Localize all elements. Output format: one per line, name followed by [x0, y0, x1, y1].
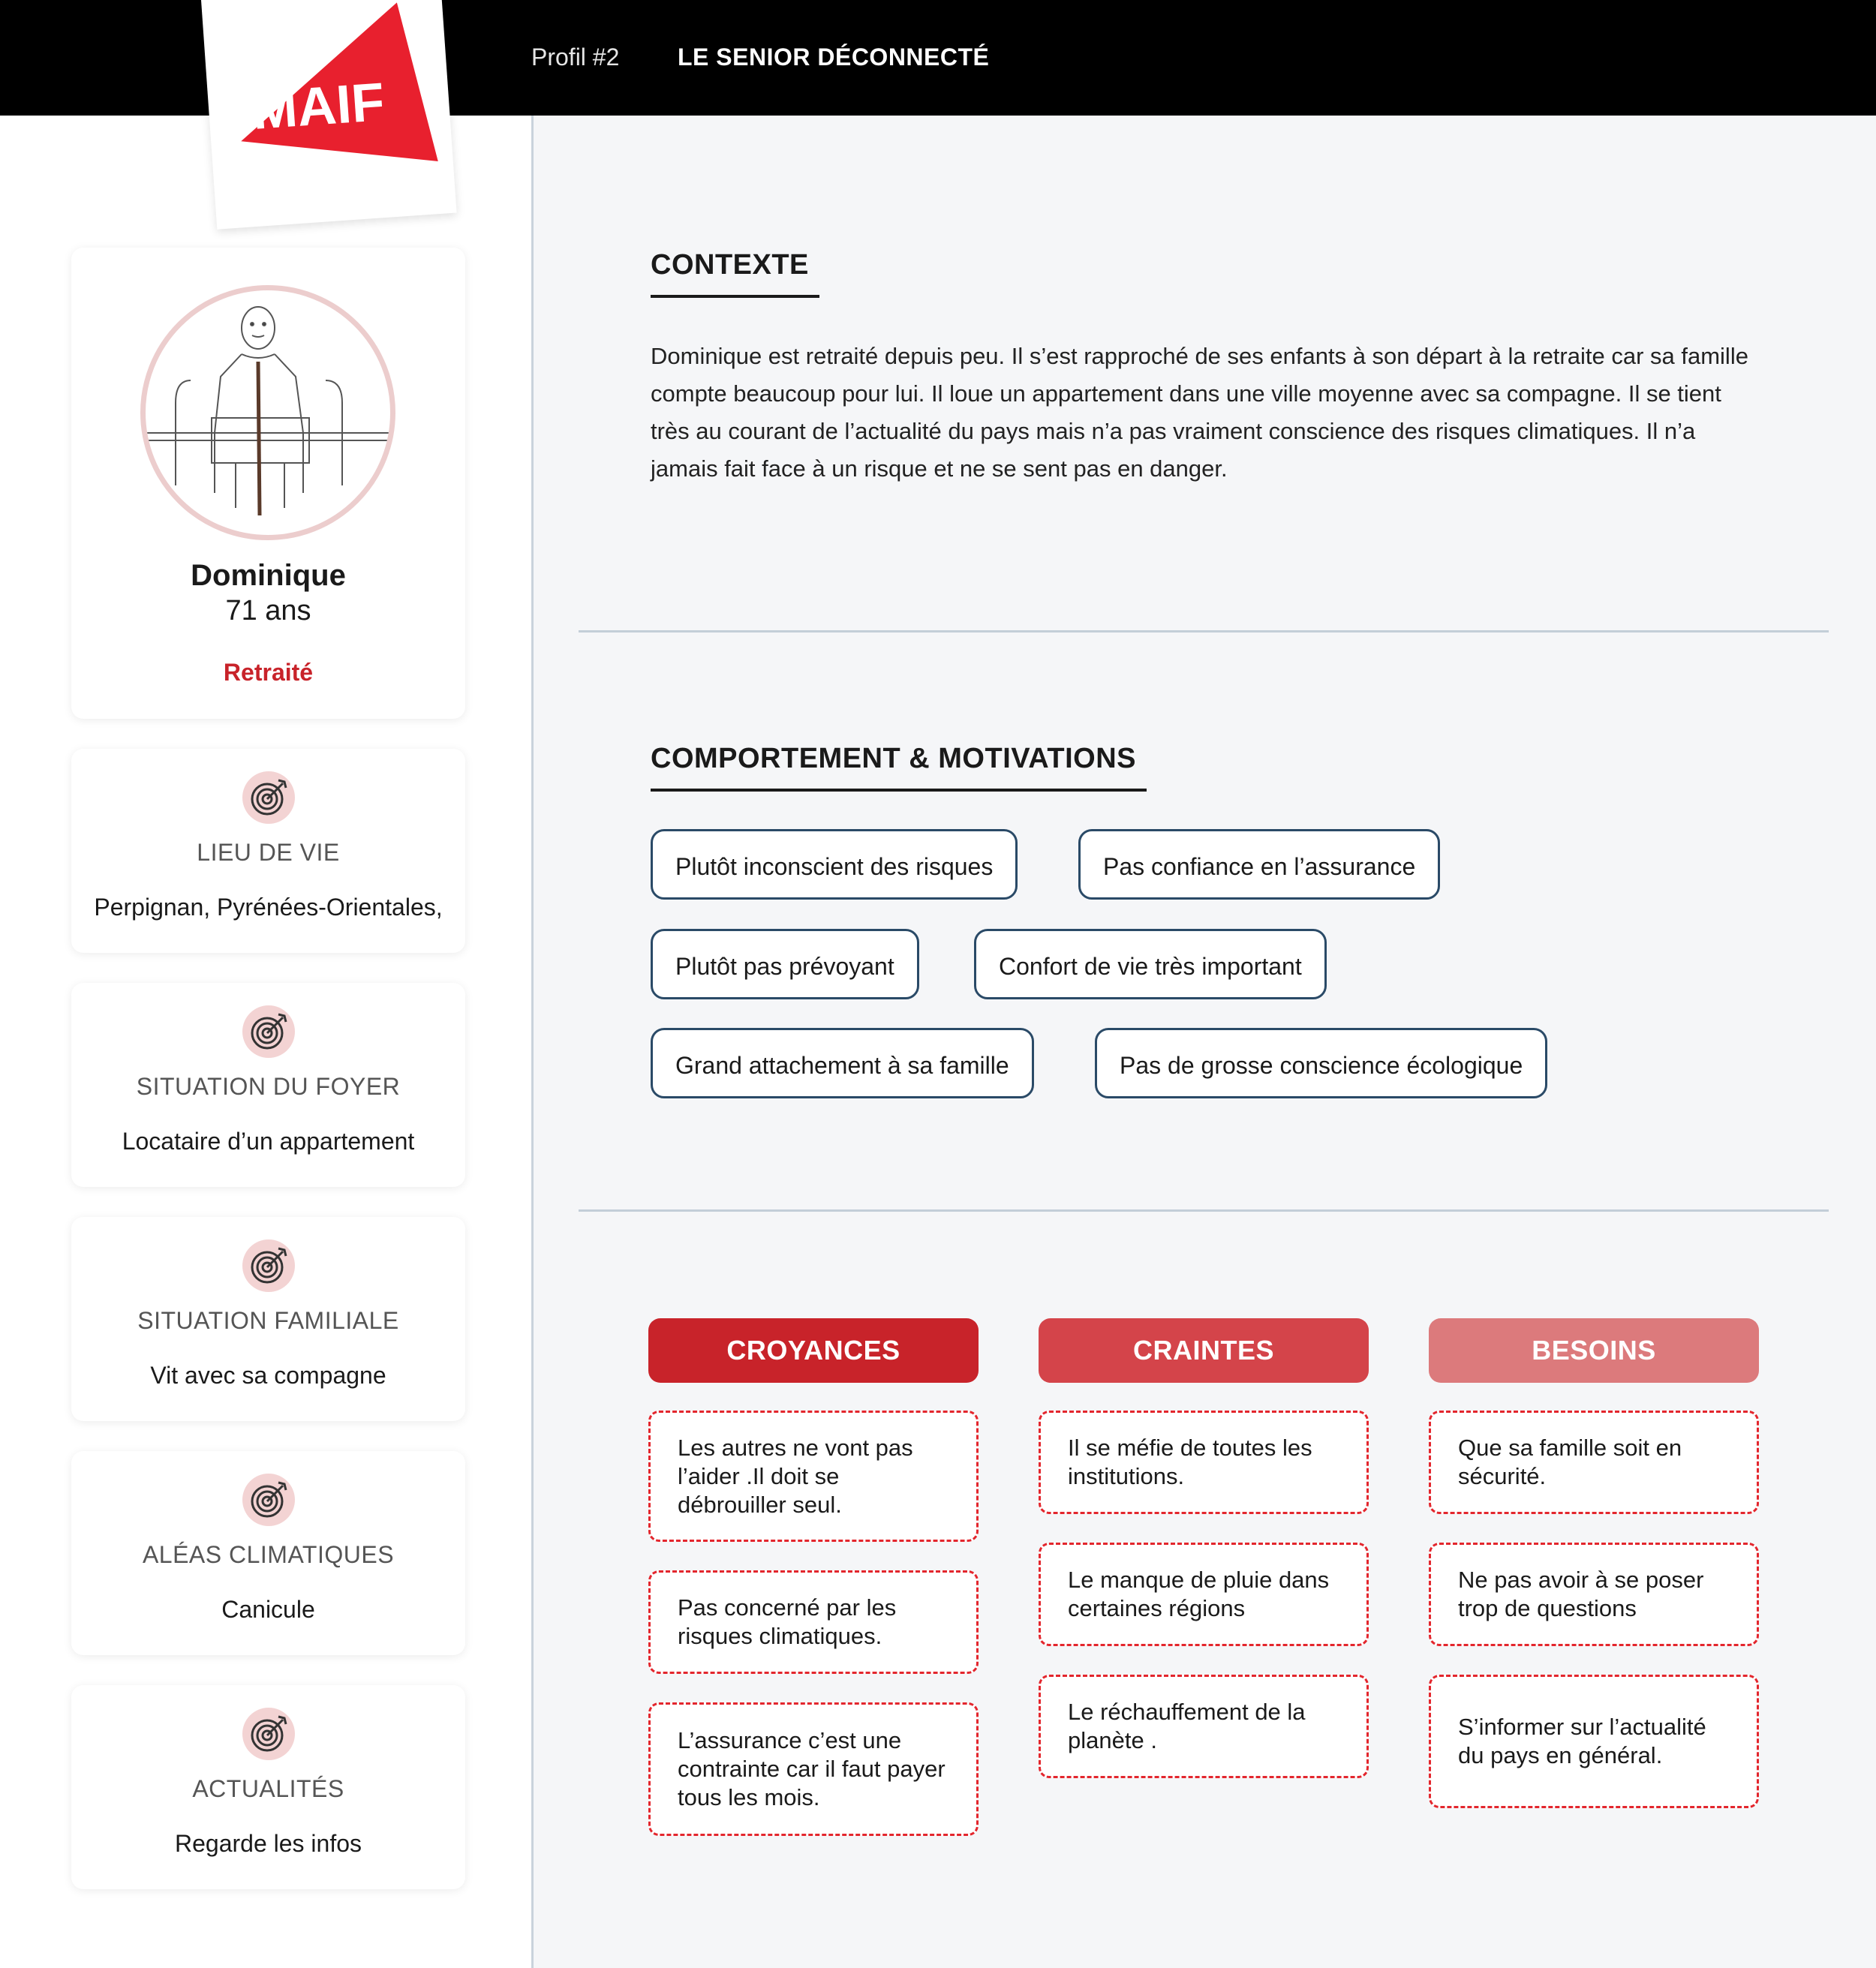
profile-occupation: Retraité [223, 659, 314, 686]
contexte-title-text: CONTEXTE [651, 249, 809, 281]
title-underline [651, 295, 819, 298]
crainte-note: Il se méfie de toutes les institutions. [1039, 1411, 1369, 1514]
behavior-tag: Pas confiance en l’assurance [1078, 829, 1440, 900]
behavior-tag: Pas de grosse conscience écologique [1095, 1028, 1547, 1098]
target-icon [242, 1239, 295, 1292]
info-value: Vit avec sa compagne [150, 1362, 386, 1389]
info-value: Canicule [221, 1596, 315, 1623]
section-divider [579, 630, 1829, 632]
target-icon [242, 771, 295, 824]
vertical-divider [531, 116, 534, 1968]
target-icon [242, 1708, 295, 1760]
info-value: Perpignan, Pyrénées-Orientales, [94, 894, 443, 921]
besoin-note: Ne pas avoir à se poser trop de questions [1429, 1543, 1759, 1646]
info-value: Regarde les infos [174, 1830, 362, 1857]
comportement-title [651, 743, 1136, 775]
persona-title: LE SENIOR DÉCONNECTÉ [678, 44, 990, 71]
behavior-tag: Plutôt inconscient des risques [651, 829, 1018, 900]
info-card-lieu-de-vie [71, 749, 465, 953]
title-underline [651, 789, 1147, 792]
target-icon [242, 1474, 295, 1526]
info-card-actualites [71, 1685, 465, 1889]
croyance-note: Les autres ne vont pas l’aider .Il doit se débrouiller seul. [648, 1411, 979, 1542]
croyance-note: Pas concerné par les risques climatiques. [648, 1570, 979, 1674]
info-label: LIEU DE VIE [197, 839, 340, 866]
info-value: Locataire d’un appartement [122, 1128, 415, 1155]
behavior-tag: Plutôt pas prévoyant [651, 929, 919, 999]
craintes-header: CRAINTES [1039, 1318, 1369, 1383]
maif-logo [200, 0, 456, 230]
profile-card [71, 248, 465, 719]
target-icon [242, 1005, 295, 1058]
contexte-text: Dominique est retraité depuis peu. Il s’est rapproché de ses enfants à son départ à la retraite car sa famille compte beaucoup pour lui. Il loue un appartement dans une ville moyenne avec sa compagne. Il se tient très au courant de l’actualité du pays mais n’a pas vraiment conscience des risques climatiques. Il n’a jamais fait face à un risque et ne se sent pas en danger. [651, 343, 1748, 482]
crainte-note: Le réchauffement de la planète . [1039, 1675, 1369, 1778]
profile-number: Profil #2 [531, 44, 620, 71]
info-label: ALÉAS CLIMATIQUES [142, 1541, 395, 1568]
info-card-situation-familiale [71, 1217, 465, 1421]
profile-name: Dominique [191, 559, 346, 592]
besoin-note: S’informer sur l’actualité du pays en général. [1429, 1675, 1759, 1808]
logo-text: MAIF [250, 71, 386, 142]
croyances-header: CROYANCES [648, 1318, 979, 1383]
section-divider [579, 1209, 1829, 1212]
senior-illustration-icon [146, 290, 390, 535]
info-label: ACTUALITÉS [192, 1775, 344, 1802]
crainte-note: Le manque de pluie dans certaines régions [1039, 1543, 1369, 1646]
besoins-header: BESOINS [1429, 1318, 1759, 1383]
info-card-situation-foyer [71, 983, 465, 1187]
croyance-note: L’assurance c’est une contrainte car il faut payer tous les mois. [648, 1702, 979, 1836]
behavior-tag: Confort de vie très important [974, 929, 1327, 999]
info-label: SITUATION FAMILIALE [137, 1307, 399, 1334]
behavior-tag: Grand attachement à sa famille [651, 1028, 1034, 1098]
info-label: SITUATION DU FOYER [136, 1073, 401, 1100]
besoin-note: Que sa famille soit en sécurité. [1429, 1411, 1759, 1514]
comportement-title-text: COMPORTEMENT & MOTIVATIONS [651, 743, 1137, 774]
contexte-title [651, 249, 809, 281]
avatar [140, 285, 395, 540]
profile-age: 71 ans [225, 595, 311, 626]
info-card-aleas-climatiques [71, 1451, 465, 1655]
